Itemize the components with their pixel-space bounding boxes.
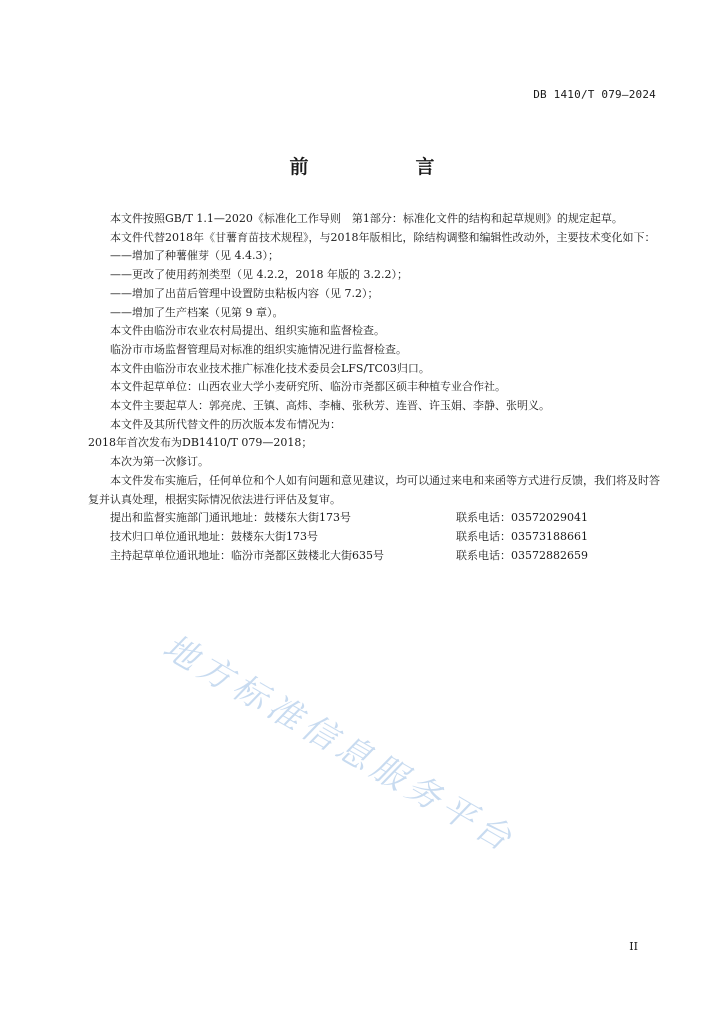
change-item: ——增加了种薯催芽（见 4.4.3）； bbox=[110, 249, 279, 263]
contact-address: 主持起草单位通讯地址：临汾市尧都区鼓楼北大街635号 bbox=[110, 548, 384, 562]
paragraph-drafting-units: 本文件起草单位：山西农业大学小麦研究所、临汾市尧都区硕丰种植专业合作社。 bbox=[110, 380, 506, 394]
paragraph-feedback: 本文件发布实施后，任何单位和个人如有问题和意见建议，均可以通过来电和来函等方式进行反馈，我们将及时答复并认真处理，根据实际情况依法进行评估及复审。 bbox=[88, 473, 660, 506]
contact-address: 提出和监督实施部门通讯地址：鼓楼东大街173号 bbox=[110, 511, 351, 525]
contact-row bbox=[88, 509, 660, 528]
change-item: ——增加了出苗后管理中设置防虫粘板内容（见 7.2）； bbox=[110, 286, 379, 300]
contact-row bbox=[88, 528, 660, 547]
paragraph-revision: 本次为第一次修订。 bbox=[110, 455, 209, 469]
contact-phone: 联系电话：03572882659 bbox=[456, 548, 588, 562]
change-item: ——增加了生产档案（见第 9 章）。 bbox=[110, 305, 284, 319]
change-item: ——更改了使用药剂类型（见 4.2.2，2018 年版的 3.2.2）； bbox=[110, 268, 408, 282]
contact-row bbox=[88, 547, 660, 566]
contact-address: 技术归口单位通讯地址：鼓楼东大街173号 bbox=[110, 529, 318, 543]
paragraph-replacement: 本文件代替2018年《甘薯育苗技术规程》，与2018年版相比，除结构调整和编辑性改动外，主要技术变化如下： bbox=[110, 230, 656, 244]
foreword-body bbox=[88, 210, 660, 565]
paragraph-first-release: 2018年首次发布为DB1410/T 079—2018； bbox=[88, 436, 313, 450]
paragraph-committee: 本文件由临汾市农业技术推广标准化技术委员会LFS/TC03归口。 bbox=[110, 361, 430, 375]
paragraph-drafters: 本文件主要起草人：郭亮虎、王镇、高炜、李楠、张秋芳、连晋、许玉娟、李静、张明义。 bbox=[110, 399, 550, 413]
contact-phone: 联系电话：03572029041 bbox=[456, 511, 588, 525]
document-code: DB 1410/T 079—2024 bbox=[533, 88, 656, 101]
paragraph-history: 本文件及其所代替文件的历次版本发布情况为： bbox=[110, 417, 341, 431]
watermark: 地方标准信息服务平台 bbox=[156, 626, 523, 862]
paragraph-drafting-rules: 本文件按照GB/T 1.1—2020《标准化工作导则 第1部分：标准化文件的结构和起草规则》的规定起草。 bbox=[110, 212, 623, 225]
page-number: II bbox=[629, 940, 638, 953]
paragraph-supervision: 临汾市市场监督管理局对标准的组织实施情况进行监督检查。 bbox=[110, 342, 407, 356]
paragraph-proposer: 本文件由临汾市农业农村局提出、组织实施和监督检查。 bbox=[110, 324, 385, 338]
contact-phone: 联系电话：03573188661 bbox=[456, 529, 588, 543]
page-title: 前 言 bbox=[289, 156, 479, 178]
